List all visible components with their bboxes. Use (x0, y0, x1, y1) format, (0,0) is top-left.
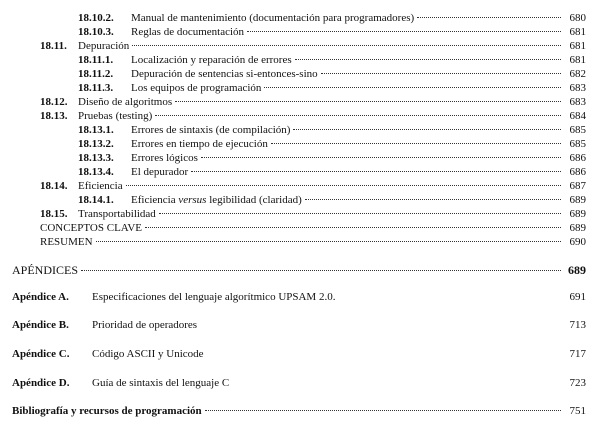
appendices-title: APÉNDICES (12, 263, 79, 277)
dot-leader (155, 115, 561, 116)
appendix-page: 723 (569, 377, 586, 389)
entry-title: Los equipos de programación (131, 82, 262, 94)
appendix-label: Apéndice A. (12, 291, 69, 303)
entry-number: 18.13.4. (78, 166, 114, 178)
entry-page: 682 (569, 68, 586, 80)
entry-title: RESUMEN (40, 236, 93, 248)
toc-entry-conceptos-clave (40, 221, 586, 235)
toc-entry-18-11-3 (78, 81, 586, 95)
dot-leader (247, 31, 561, 32)
entry-page: 687 (569, 180, 586, 192)
entry-page: 681 (569, 40, 586, 52)
entry-number: 18.15. (40, 208, 68, 220)
toc-entry-resumen (40, 235, 586, 249)
dot-leader (205, 410, 561, 411)
appendices-page: 689 (568, 263, 586, 277)
appendix-title: Código ASCII y Unicode (92, 348, 204, 360)
dot-leader (175, 101, 561, 102)
toc-entry-18-14-1 (78, 193, 586, 207)
entry-number: 18.10.3. (78, 26, 114, 38)
toc-entry-18-15 (40, 207, 586, 221)
toc-appendix-b (12, 318, 586, 332)
appendix-page: 717 (569, 348, 586, 360)
entry-number: 18.11. (40, 40, 67, 52)
dot-leader (264, 87, 561, 88)
entry-title: Localización y reparación de errores (131, 54, 292, 66)
dot-leader (305, 199, 561, 200)
dot-leader (132, 45, 561, 46)
appendix-title: Prioridad de operadores (92, 319, 198, 331)
bibliography-title: Bibliografía y recursos de programación (12, 405, 202, 417)
entry-title: Transportabilidad (78, 208, 156, 220)
entry-page: 686 (569, 152, 586, 164)
entry-title: CONCEPTOS CLAVE (40, 222, 142, 234)
entry-title-italic: versus (178, 194, 207, 206)
entry-page: 684 (569, 110, 586, 122)
entry-page: 689 (569, 194, 586, 206)
dot-leader (126, 185, 561, 186)
entry-number: 18.14. (40, 180, 68, 192)
appendix-page: 713 (569, 319, 586, 331)
toc-entry-18-13 (40, 109, 586, 123)
entry-page: 683 (569, 82, 586, 94)
dot-leader (321, 73, 561, 74)
toc-entry-18-10-3 (78, 25, 586, 39)
entry-title: Eficiencia (78, 180, 123, 192)
dot-leader (271, 143, 561, 144)
toc-appendix-a (12, 290, 586, 304)
appendix-title: Guía de sintaxis del lenguaje C (92, 377, 230, 389)
toc-entry-18-14 (40, 179, 586, 193)
entry-title: El depurador (131, 166, 189, 178)
entry-number: 18.13.3. (78, 152, 114, 164)
appendix-label: Apéndice C. (12, 348, 70, 360)
toc-appendices-heading (12, 262, 586, 278)
entry-page: 685 (569, 138, 586, 150)
dot-leader (295, 59, 561, 60)
toc-bibliography (12, 404, 586, 418)
entry-title (131, 193, 302, 207)
entry-title-part: Eficiencia (131, 194, 179, 206)
entry-page: 686 (569, 166, 586, 178)
toc-entry-18-11-2 (78, 67, 586, 81)
toc-appendix-c (12, 347, 586, 361)
toc-entry-18-13-3 (78, 151, 586, 165)
entry-title: Errores de sintaxis (de compilación) (131, 124, 291, 136)
dot-leader (191, 171, 561, 172)
entry-title: Depuración de sentencias si-entonces-sino (131, 68, 318, 80)
dot-leader (417, 17, 561, 18)
entry-page: 681 (569, 54, 586, 66)
toc-entry-18-13-1 (78, 123, 586, 137)
entry-page: 680 (569, 12, 586, 24)
entry-number: 18.11.3. (78, 82, 114, 94)
bibliography-page: 751 (569, 405, 586, 417)
toc-entry-18-10-2 (78, 11, 586, 25)
entry-number: 18.13.1. (78, 124, 114, 136)
toc-entry-18-12 (40, 95, 586, 109)
toc-entry-18-13-4 (78, 165, 586, 179)
entry-title: Depuración (78, 40, 130, 52)
toc-appendix-d (12, 376, 586, 390)
entry-number: 18.12. (40, 96, 68, 108)
dot-leader (96, 241, 561, 242)
appendix-label: Apéndice D. (12, 377, 70, 389)
entry-number: 18.14.1. (78, 194, 114, 206)
dot-leader (81, 270, 561, 271)
entry-title-part: legibilidad (claridad) (206, 194, 302, 206)
entry-title: Pruebas (testing) (78, 110, 153, 122)
entry-number: 18.10.2. (78, 12, 114, 24)
entry-page: 685 (569, 124, 586, 136)
dot-leader (159, 213, 561, 214)
toc-entry-18-11-1 (78, 53, 586, 67)
entry-number: 18.13.2. (78, 138, 114, 150)
entry-title: Errores en tiempo de ejecución (131, 138, 268, 150)
toc-entry-18-11 (40, 39, 586, 53)
entry-page: 681 (569, 26, 586, 38)
entry-page: 690 (569, 236, 586, 248)
entry-number: 18.11.2. (78, 68, 114, 80)
entry-title: Reglas de documentación (131, 26, 245, 38)
entry-page: 689 (569, 208, 586, 220)
appendix-page: 691 (569, 291, 586, 303)
entry-title: Manual de mantenimiento (documentación para programadores) (131, 12, 415, 24)
toc-entry-18-13-2 (78, 137, 586, 151)
entry-page: 689 (569, 222, 586, 234)
entry-title: Diseño de algoritmos (78, 96, 173, 108)
appendix-title: Especificaciones del lenguaje algorítmico UPSAM 2.0. (92, 291, 336, 303)
dot-leader (145, 227, 561, 228)
entry-title: Errores lógicos (131, 152, 198, 164)
entry-number: 18.13. (40, 110, 68, 122)
appendix-label: Apéndice B. (12, 319, 69, 331)
entry-page: 683 (569, 96, 586, 108)
entry-number: 18.11.1. (78, 54, 114, 66)
dot-leader (201, 157, 561, 158)
dot-leader (293, 129, 561, 130)
